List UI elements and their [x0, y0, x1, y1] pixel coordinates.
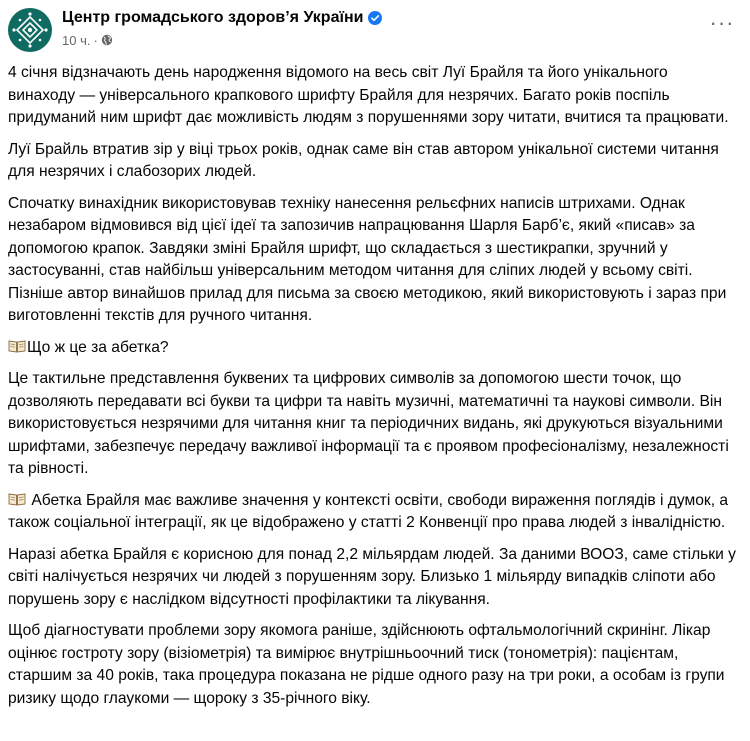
page-name-link[interactable]: Центр громадського здоров’я України	[62, 9, 364, 26]
verified-badge-icon	[368, 11, 382, 25]
post-timestamp[interactable]: 10 ч.	[62, 32, 91, 48]
globe-icon[interactable]	[101, 34, 113, 46]
open-book-emoji-icon	[8, 338, 26, 352]
post-paragraph-7: Наразі абетка Брайля є корисною для понад 2,2 мільярдам людей. За даними ВООЗ, саме стільки у світі налічується незрячих чи людей з порушенням зору. Близько 1 мільярду випадків сліпоти або порушень зору є наслідком відсутності профілактики та лікування.	[8, 545, 736, 608]
post-paragraph-8: Щоб діагностувати проблеми зору якомога раніше, здійснюють офтальмологічний скринінг. Лікар оцінює гостроту зору (візіометрія) та вимірює внутрішньоочний тиск (тонометрія): пацієнтам, старшим за 40 років, така процедура показана не рідше одного разу на три роки, а особам із групи ризику щодо глаукоми — щороку з 35-річного віку.	[8, 622, 725, 707]
section-heading-text: Що ж це за абетка?	[27, 338, 169, 356]
open-book-emoji-icon	[8, 491, 26, 505]
phc-logo-icon	[8, 8, 52, 52]
post-paragraph-6	[8, 490, 738, 535]
post-paragraph-3: Спочатку винахідник використовував техніку нанесення рельєфних написів штрихами. Однак незабаром відмовився від цієї ідеї та запозичив напрацювання Шарля Барб’є, який «писав» за допомогою крапок. Завдяки зміні Брайля шрифт, що складається з шестикрапки, зручний у застосуванні, став найбільш універсальним методом читання для сліпих людей у всьому світі. Пізніше автор винайшов прилад для письма за своєю методикою, який використовують і зараз при виготовленні текстів для ручного читання.	[8, 194, 727, 324]
post-paragraph-1: 4 січня відзначають день народження відомого на весь світ Луї Брайля та його унікального винаходу — універсального крапкового шрифту Брайля для незрячих. Багато років поспіль придуманий ним шрифт дає можливість людям з порушеннями зору читати, вчитися та працювати.	[8, 64, 729, 126]
post-paragraph-2: Луї Брайль втратив зір у віці трьох років, однак саме він став автором унікальної системи читання для незрячих і слабозорих людей.	[8, 140, 719, 180]
more-options-button[interactable]	[704, 10, 740, 46]
post-text	[8, 62, 738, 719]
post-meta	[62, 31, 113, 49]
post-header	[6, 6, 742, 54]
post-paragraph-4	[8, 337, 738, 360]
page-name-row	[62, 7, 382, 29]
post-paragraph-5: Це тактильне представлення буквених та цифрових символів за допомогою шести точок, що дозволяють передавати всі букви та цифри та навіть музичні, математичні та наукові символи. Він використовується незрячими для читання книг та періодичних видань, які друкуються візуальними шрифтами, забезпечує передачу важливої інформації та є проявом професіоналізму, незалежності та рівності.	[8, 370, 729, 477]
paragraph-6-text: Абетка Брайля має важливе значення у контексті освіти, свободи вираження поглядів і думок, а також соціальної інтеграції, як це відображено у статті 2 Конвенції про права людей з інвалідністю.	[8, 491, 729, 531]
meta-separator: ·	[93, 32, 98, 48]
avatar[interactable]	[8, 8, 52, 52]
more-options-icon: ···	[709, 10, 735, 35]
